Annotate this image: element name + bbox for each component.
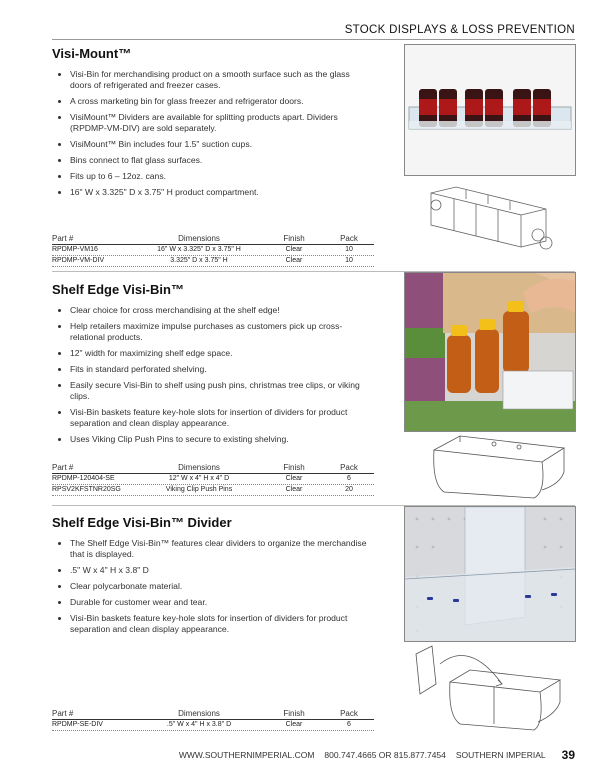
- list-item: • 16" W x 3.325" D x 3.75" H product compartment.: [70, 187, 372, 198]
- table-row: [52, 474, 374, 485]
- column-header: Dimensions: [178, 463, 220, 472]
- section-shelf-edge-divider: [52, 515, 372, 640]
- table-header: [52, 709, 374, 720]
- product-table: [52, 463, 374, 496]
- page-number: 39: [561, 748, 575, 762]
- list-item: • Easily secure Visi-Bin to shelf using push pins, christmas tree clips, or viking clips.: [70, 380, 372, 402]
- column-header: Part #: [52, 463, 74, 472]
- shelf-edge-photo-image: [405, 273, 575, 431]
- shelf-edge-bin-drawing: [424, 432, 574, 502]
- feature-list: [52, 69, 372, 198]
- visi-mount-drawing: [426, 185, 566, 263]
- table-cell: 3.325" D x 3.75" H: [170, 257, 228, 264]
- table-cell: 16" W x 3.325" D x 3.75" H: [157, 246, 241, 253]
- section-title: Visi-Mount™: [52, 46, 132, 61]
- column-header: Finish: [283, 709, 305, 718]
- table-cell: 12" W x 4" H x 4" D: [168, 475, 230, 482]
- footer-company: SOUTHERN IMPERIAL: [455, 750, 546, 760]
- footer-phone: 800.747.4665 OR 815.877.7454: [324, 750, 446, 760]
- header-divider: [52, 39, 575, 40]
- shelf-edge-photo: [404, 272, 576, 432]
- table-cell: RPDMP-VM-DIV: [52, 257, 105, 264]
- list-item: • .5" W x 4" H x 3.8" D: [70, 565, 372, 576]
- list-item: • Visi-Bin baskets feature key-hole slots for insertion of dividers for product separation and clean display appearance.: [70, 613, 372, 635]
- list-item: • Fits up to 6 – 12oz. cans.: [70, 171, 372, 182]
- table-cell: 6: [347, 721, 351, 728]
- list-item: • VisiMount™ Dividers are available for splitting products apart. Dividers (RPDMP-VM-DIV) are sold separately.: [70, 112, 372, 134]
- table-row: [52, 720, 374, 731]
- table-cell: 10: [345, 257, 353, 264]
- product-table: [52, 234, 374, 267]
- list-item: • Help retailers maximize impulse purchases as customers pick up cross-relational products.: [70, 321, 372, 343]
- column-header: Pack: [340, 234, 358, 243]
- list-item: • The Shelf Edge Visi-Bin™ features clear dividers to organize the merchandise that is displayed.: [70, 538, 372, 560]
- list-item: • Durable for customer wear and tear.: [70, 597, 372, 608]
- table-cell: 10: [345, 246, 353, 253]
- footer-website: WWW.SOUTHERNIMPERIAL.COM: [178, 750, 315, 760]
- column-header: Dimensions: [178, 709, 220, 718]
- list-item: • Clear choice for cross merchandising at the shelf edge!: [70, 305, 372, 316]
- table-cell: .5" W x 4" H x 3.8" D: [166, 721, 232, 728]
- column-header: Pack: [340, 463, 358, 472]
- list-item: • Uses Viking Clip Push Pins to secure to existing shelving.: [70, 434, 372, 445]
- table-row: [52, 245, 374, 256]
- feature-list: [52, 305, 372, 445]
- table-cell: Clear: [285, 246, 303, 253]
- divider-photo: [404, 506, 576, 642]
- product-table: [52, 709, 374, 731]
- section-shelf-edge-visi-bin: [52, 282, 372, 450]
- visi-mount-line-drawing: [426, 185, 566, 263]
- table-cell: Clear: [285, 475, 303, 482]
- section-title: Shelf Edge Visi-Bin™ Divider: [52, 515, 232, 530]
- table-cell: Clear: [285, 257, 303, 264]
- visi-mount-photo-image: [405, 45, 575, 175]
- feature-list: [52, 538, 372, 635]
- divider-photo-image: [405, 507, 575, 641]
- visi-mount-photo: [404, 44, 576, 176]
- page-header-title: STOCK DISPLAYS & LOSS PREVENTION: [344, 24, 575, 36]
- table-row: [52, 256, 374, 267]
- list-item: • Clear polycarbonate material.: [70, 581, 372, 592]
- table-cell: RPDMP-SE-DIV: [52, 721, 103, 728]
- column-header: Pack: [340, 709, 358, 718]
- divider-insertion-drawing: [410, 644, 570, 734]
- list-item: • 12" width for maximizing shelf edge space.: [70, 348, 372, 359]
- table-cell: RPDMP-VM16: [52, 246, 98, 253]
- table-cell: RPDMP-120404-SE: [52, 475, 115, 482]
- table-cell: 6: [347, 475, 351, 482]
- list-item: • VisiMount™ Bin includes four 1.5" suction cups.: [70, 139, 372, 150]
- section-visi-mount: [52, 46, 372, 203]
- table-cell: Viking Clip Push Pins: [165, 486, 233, 493]
- column-header: Dimensions: [178, 234, 220, 243]
- table-header: [52, 234, 374, 245]
- divider-insertion-line-drawing: [410, 644, 570, 734]
- list-item: • Visi-Bin for merchandising product on a smooth surface such as the glass doors of refrigerated and freezer cases.: [70, 69, 372, 91]
- column-header: Part #: [52, 709, 74, 718]
- table-cell: RPSV2KFSTNR20SG: [52, 486, 121, 493]
- shelf-edge-bin-line-drawing: [424, 432, 574, 502]
- table-cell: Clear: [285, 486, 303, 493]
- table-row: [52, 485, 374, 496]
- list-item: • Visi-Bin baskets feature key-hole slots for insertion of dividers for product separation and clean display appearance.: [70, 407, 372, 429]
- page-footer: [169, 748, 575, 762]
- list-item: • A cross marketing bin for glass freezer and refrigerator doors.: [70, 96, 372, 107]
- column-header: Finish: [283, 463, 305, 472]
- list-item: • Fits in standard perforated shelving.: [70, 364, 372, 375]
- table-cell: 20: [345, 486, 353, 493]
- table-header: [52, 463, 374, 474]
- table-cell: Clear: [285, 721, 303, 728]
- column-header: Finish: [283, 234, 305, 243]
- column-header: Part #: [52, 234, 74, 243]
- section-title: Shelf Edge Visi-Bin™: [52, 282, 184, 297]
- list-item: • Bins connect to flat glass surfaces.: [70, 155, 372, 166]
